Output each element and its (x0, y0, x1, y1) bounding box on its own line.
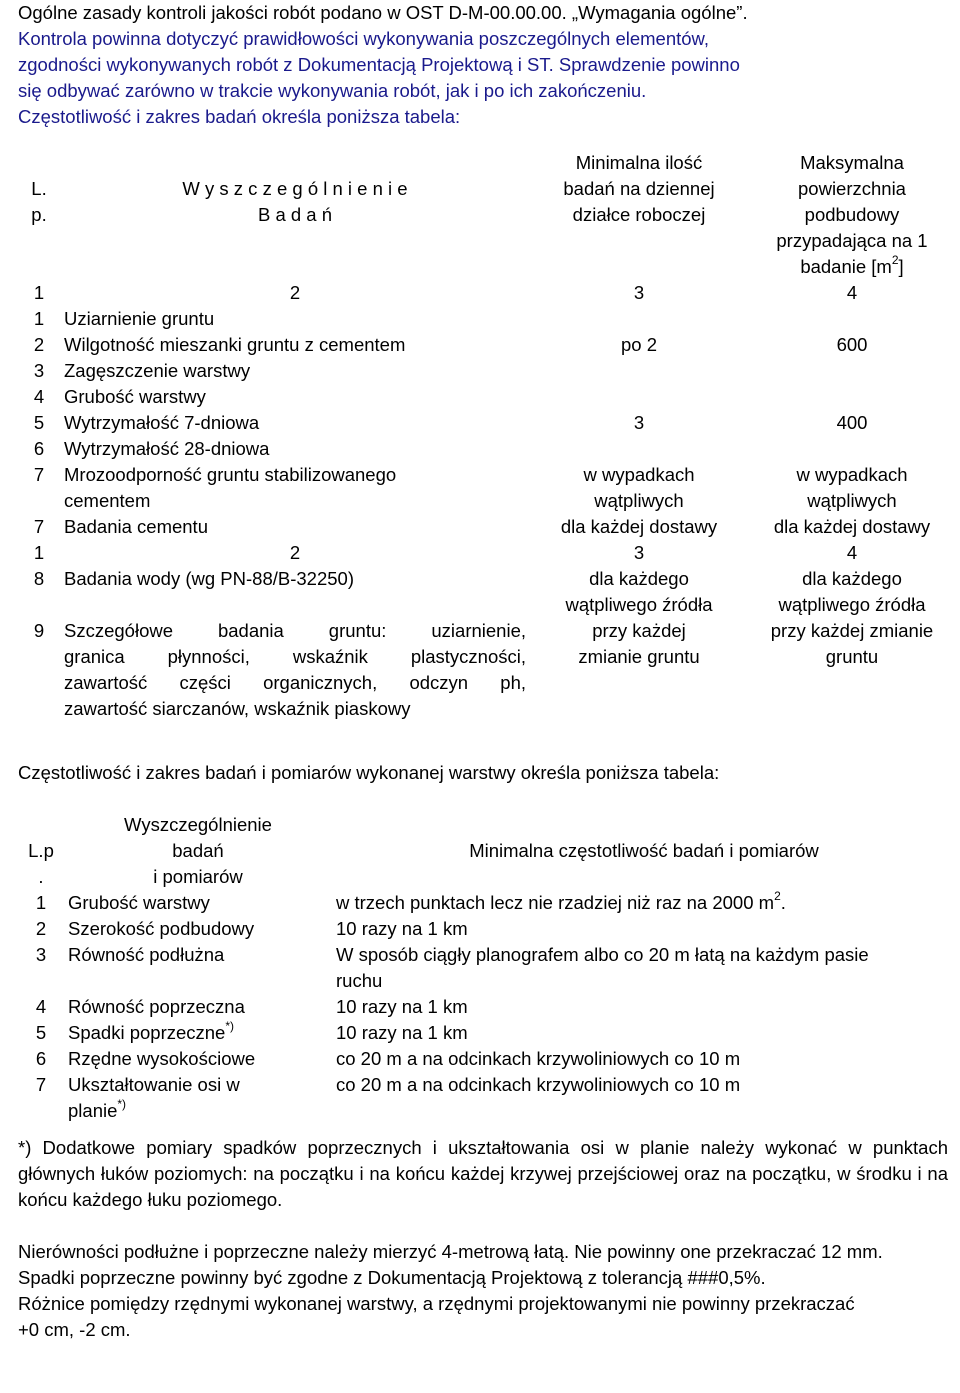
row-max-a: przy każdej zmianie (770, 620, 934, 641)
header-name-b: badań (172, 840, 224, 861)
row-lp: 4 (35, 996, 47, 1017)
header-min-b: badań na dziennej (563, 178, 715, 199)
row-name: Grubość warstwy (68, 892, 210, 913)
row-name-7b (68, 1098, 328, 1124)
table-row (18, 618, 956, 722)
row-name-a: Szczegółowe badania gruntu: uziarnienie, (64, 620, 526, 641)
row-name: Badania wody (wg PN-88/B-32250) (64, 568, 354, 589)
row-lp-6: 6 (35, 1048, 47, 1069)
row-min-b: zmianie gruntu (578, 646, 700, 667)
intro-line-3: zgodności wykonywanych robót z Dokumentacją Projektową i ST. Sprawdzenie powinno (18, 54, 740, 75)
row-name-text: Spadki poprzeczne (68, 1022, 226, 1043)
table-row (18, 436, 956, 462)
row-min-b: wątpliwego źródła (565, 594, 713, 615)
row-name: Równość podłużna (68, 944, 225, 965)
table1-numbers-row (18, 280, 956, 306)
header-lp (18, 150, 60, 280)
row-freq (332, 1046, 956, 1124)
row-min (530, 462, 748, 514)
row-lp: 5 (33, 412, 45, 433)
row-freq: 10 razy na 1 km (336, 996, 468, 1017)
quality-tests-table (18, 150, 956, 722)
table-row (18, 358, 956, 384)
header-lp-b: p. (31, 204, 47, 225)
num-cell: 3 (633, 282, 645, 303)
row-lp: 6 (33, 438, 45, 459)
header-max-e-text: badanie [m (800, 256, 892, 277)
table1-caption: Częstotliwość i zakres badań określa poniższa tabela: (18, 106, 461, 127)
num-cell: 1 (33, 542, 45, 563)
paragraph-unevenness: Nierówności podłużne i poprzeczne należy mierzyć 4-metrową łatą. Nie powinny one przekraczać 12 mm. (18, 1241, 883, 1262)
header-lp-b: . (38, 866, 44, 887)
row-min: dla każdej dostawy (560, 516, 718, 537)
table-row (18, 332, 956, 358)
row-max (748, 618, 956, 722)
row-name: Grubość warstwy (64, 386, 206, 407)
row-lp: 8 (33, 568, 45, 589)
row-lp: 2 (35, 918, 47, 939)
row-name: Szerokość podbudowy (68, 918, 255, 939)
table-row (18, 1020, 956, 1046)
table-row (18, 384, 956, 410)
header-name-b: B a d a ń (257, 204, 333, 225)
num-cell: 2 (289, 282, 301, 303)
row-min-a: w wypadkach (583, 464, 695, 485)
row-max-b: wątpliwych (807, 490, 897, 511)
row-max (748, 462, 956, 514)
row-freq (332, 890, 956, 916)
table1-header-row (18, 150, 956, 280)
row-name-sup: *) (225, 1018, 235, 1033)
row-min: 3 (633, 412, 645, 433)
row-lp (18, 1046, 64, 1124)
row-freq-7: co 20 m a na odcinkach krzywoliniowych co 10 m (336, 1074, 741, 1095)
header-min-c: działce roboczej (572, 204, 706, 225)
header-max-d: przypadająca na 1 (776, 230, 928, 251)
paragraph-tolerance: +0 cm, -2 cm. (18, 1319, 131, 1340)
row-name-7b-sup: *) (117, 1096, 127, 1111)
num-cell: 1 (33, 282, 45, 303)
row-name: Badania cementu (64, 516, 208, 537)
intro-text (18, 0, 948, 130)
header-min-a: Minimalna ilość (575, 152, 703, 173)
row-lp: 9 (33, 620, 45, 641)
header-max-f: ] (898, 256, 904, 277)
row-min (530, 566, 748, 618)
row-freq: 10 razy na 1 km (336, 1022, 468, 1043)
row-lp: 1 (35, 892, 47, 913)
row-max-b: gruntu (825, 646, 879, 667)
row-name-a: Mrozoodporność gruntu stabilizowanego (64, 464, 397, 485)
row-lp: 5 (35, 1022, 47, 1043)
header-name-c: i pomiarów (153, 866, 243, 887)
header-max-a: Maksymalna (800, 152, 904, 173)
footnote: *) Dodatkowe pomiary spadków poprzecznych i ukształtowania osi w planie należy wykonać w punktach głównych łuków poziomych: na początku i na końcu każdej krzywej przejściowej oraz na początku, w środku i na końcu każdego łuku poziomego. (18, 1137, 948, 1210)
spacer (18, 1213, 948, 1239)
num-cell: 2 (289, 542, 301, 563)
header-name (64, 812, 332, 890)
row-lp: 4 (33, 386, 45, 407)
row-lp: 7 (33, 464, 45, 485)
row-min-a: przy każdej (592, 620, 686, 641)
row-name-6: Rzędne wysokościowe (68, 1048, 256, 1069)
table-row (18, 514, 956, 540)
row-name: Zagęszczenie warstwy (64, 360, 251, 381)
header-max (748, 150, 956, 280)
row-name: Wytrzymałość 28-dniowa (64, 438, 270, 459)
row-freq-6: co 20 m a na odcinkach krzywoliniowych co 10 m (336, 1048, 741, 1069)
header-min (530, 150, 748, 280)
table-row (18, 942, 956, 994)
row-lp-7: 7 (35, 1074, 47, 1095)
row-name (64, 1020, 332, 1046)
row-freq: W sposób ciągły planografem albo co 20 m łatą na każdym pasie ruchu (336, 944, 869, 991)
row-lp: 2 (33, 334, 45, 355)
table1-numbers-row-2 (18, 540, 956, 566)
row-lp: 3 (33, 360, 45, 381)
row-name-c: zawartość części organicznych, odczyn ph, (64, 672, 526, 693)
row-name-d: zawartość siarczanów, wskaźnik piaskowy (64, 698, 411, 719)
header-lp-a: L.p (28, 840, 54, 861)
row-name-b: cementem (64, 490, 151, 511)
row-lp: 7 (33, 516, 45, 537)
row-freq-sup: 2 (774, 888, 781, 903)
row-max-a: dla każdego (802, 568, 902, 589)
header-lp-a: L. (31, 178, 47, 199)
row-name: Równość poprzeczna (68, 996, 245, 1017)
row-max: dla każdej dostawy (773, 516, 931, 537)
row-min-b: wątpliwych (594, 490, 684, 511)
row-name (64, 1046, 332, 1124)
paragraph-slopes: Spadki poprzeczne powinny być zgodne z Dokumentacją Projektową z tolerancją ###0,5%. (18, 1267, 766, 1288)
row-max (748, 306, 956, 332)
header-max-sup: 2 (891, 252, 899, 267)
num-cell: 3 (633, 542, 645, 563)
row-name (60, 462, 530, 514)
row-max (748, 566, 956, 618)
row-min-a: dla każdego (589, 568, 689, 589)
row-name: Wytrzymałość 7-dniowa (64, 412, 260, 433)
intro-line-4: się odbywać zarówno w trakcie wykonywania robót, jak i po ich zakończeniu. (18, 80, 647, 101)
row-name-b: granica płynności, wskaźnik plastyczności, (64, 646, 526, 667)
row-max-b: wątpliwego źródła (778, 594, 926, 615)
row-name: Wilgotność mieszanki gruntu z cementem (64, 334, 406, 355)
row-name (60, 618, 530, 722)
row-freq-tail: . (780, 892, 786, 913)
measurements-table (18, 812, 956, 1124)
row-name-7: Ukształtowanie osi w (68, 1074, 240, 1095)
table2-header-row (18, 812, 956, 890)
header-name (60, 150, 530, 280)
num-cell: 4 (846, 542, 858, 563)
row-lp: 3 (35, 944, 47, 965)
row-max: 600 (836, 334, 868, 355)
intro-line-2: Kontrola powinna dotyczyć prawidłowości wykonywania poszczególnych elementów, (18, 28, 710, 49)
header-freq: Minimalna częstotliwość badań i pomiarów (469, 840, 819, 861)
table-row (18, 410, 956, 436)
table-row (18, 306, 956, 332)
intro-line-1: Ogólne zasady kontroli jakości robót podano w OST D-M-00.00.00. „Wymagania ogólne”. (18, 2, 748, 23)
header-max-c: podbudowy (804, 204, 900, 225)
table-row (18, 916, 956, 942)
header-lp (18, 812, 64, 890)
header-name-a: W y s z c z e g ó l n i e n i e (182, 178, 408, 199)
header-max-e (752, 254, 952, 280)
table2-caption: Częstotliwość i zakres badań i pomiarów wykonanej warstwy określa poniższa tabela: (18, 762, 720, 783)
row-freq-text: w trzech punktach lecz nie rzadziej niż raz na 2000 m (336, 892, 775, 913)
row-max-a: w wypadkach (796, 464, 908, 485)
table-row (18, 890, 956, 916)
row-min (530, 618, 748, 722)
row-max: 400 (836, 412, 868, 433)
table-row (18, 462, 956, 514)
table-row (18, 566, 956, 618)
footer-notes (18, 1135, 948, 1343)
table-row (18, 1046, 956, 1124)
row-freq: 10 razy na 1 km (336, 918, 468, 939)
row-min (530, 306, 748, 332)
header-max-b: powierzchnia (798, 178, 906, 199)
row-lp: 1 (33, 308, 45, 329)
row-min: po 2 (620, 334, 657, 355)
row-name-7b-text: planie (68, 1100, 118, 1121)
num-cell: 4 (846, 282, 858, 303)
table-row (18, 994, 956, 1020)
row-name: Uziarnienie gruntu (64, 308, 215, 329)
paragraph-elevations: Różnice pomiędzy rzędnymi wykonanej warstwy, a rzędnymi projektowanymi nie powinny przekraczać (18, 1293, 855, 1314)
header-name-a: Wyszczególnienie (124, 814, 272, 835)
